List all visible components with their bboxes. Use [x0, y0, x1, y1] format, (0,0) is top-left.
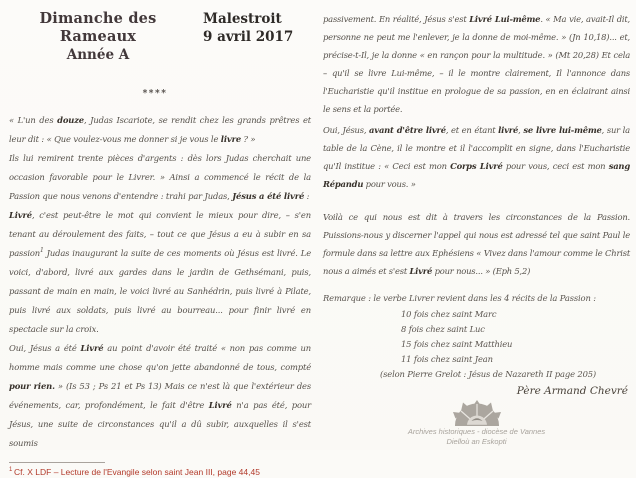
remark-item-luc: 8 fois chez saint Luc	[401, 324, 485, 334]
left-column-text	[9, 111, 311, 453]
sunrise-stamp-icon	[451, 400, 503, 426]
section-separator-stars: ****	[142, 89, 168, 99]
page-left	[9, 10, 311, 478]
doc-year: Année A	[66, 47, 130, 63]
doc-title: Dimanche des Rameaux	[39, 10, 157, 45]
document-header	[9, 10, 311, 64]
betrayal-paragraph: Ils lui remirent trente pièces d'argents : dès lors Judas cherchait une occasion favorable pour le Livrer. » Ainsi a commencé le récit de la Passion que nous venons d'entendre : trahi par Judas, Jésus a été livré :	[9, 153, 311, 201]
place-block	[203, 10, 293, 46]
remark-heading: Remarque : le verbe Livrer revient dans les 4 récits de la Passion :	[323, 293, 596, 303]
stamp-text-breton: Dielloù an Eskopti	[446, 437, 507, 446]
remark-block	[323, 290, 630, 382]
livre-paragraph: Livré, c'est peut-être le mot qui convient le mieux pour dire, – s'en tenant au déroulement des faits, – tout ce que Jésus a eu à subir en sa passion$^1$ Judas inaugurant la suite de ces moments où Jésus est livré. Le voici, d'abord, livré aux gardes dans le jardin de Gethsémani, puis, passant de main en main, le voici livré au Sanhédrin, puis livré à Pilate, puis livré aux soldats, puis livré au bourreau... pour finir livré en spectacle sur la croix.	[9, 210, 311, 334]
title-block	[19, 10, 177, 64]
footnote-divider	[9, 462, 105, 463]
treated-paragraph: Oui, Jésus a été Livré au point d'avoir été traité « non pas comme un homme mais comme une chose qu'on jette abandonné de tous, compté pour rien. » (Is 53 ; Ps 21 et Ps 13) Mais ce n'est là que l'extérieur des événements, car, profondément, le fait d'être Livré n'a pas été, pour Jésus, une suite de circonstances qu'il a dû subir, auxquelles il s'est soumis	[9, 343, 311, 448]
stamp-text-french: Archives historiques - diocèse de Vannes	[407, 427, 546, 436]
remark-item-jean: 11 fois chez saint Jean	[401, 354, 493, 364]
page-right	[323, 10, 630, 447]
remark-item-marc: 10 fois chez saint Marc	[401, 309, 497, 319]
author-signature: Père Armand Chevré	[516, 385, 628, 397]
place-name: Malestroit	[203, 11, 282, 27]
eucharist-paragraph: Oui, Jésus, avant d'être livré, et en étant livré, se livre lui-même, sur la table de la Cène, il le montre et il l'accomplit en signe, dans l'Eucharistie qu'Il institue : « Ceci est mon Corps Livré pour vous, ceci est mon sang Répandu pour vous. »	[323, 125, 630, 189]
appeal-paragraph: Voilà ce qui nous est dit à travers les circonstances de la Passion. Puissions-nous y discerner l'appel qui nous est adressé tel que saint Paul le formule dans sa lettre aux Ephésiens « Vivez dans l'amour comme le Christ nous a aimés et s'est Livré pour nous... » (Eph 5,2)	[323, 212, 630, 276]
right-column-text	[323, 10, 630, 280]
quote-paragraph: « L'un des douze, Judas Iscariote, se rendit chez les grands prêtres et leur dit : « Que voulez-vous me donner si je vous le livre ? »	[9, 115, 311, 144]
footnote: $^1$ Cf. X LDF – Lecture de l'Evangile selon saint Jean III, page 44,45	[9, 467, 260, 477]
remark-item-matthieu: 15 fois chez saint Matthieu	[401, 339, 513, 349]
archive-stamp	[323, 400, 630, 447]
footnote-area	[9, 462, 311, 478]
remark-source: (selon Pierre Grelot : Jésus de Nazareth II page 205)	[380, 369, 597, 379]
self-given-paragraph: passivement. En réalité, Jésus s'est Livré Lui-même. « Ma vie, avait-Il dit, personne ne peut me l'enlever, je la donne de moi-même. » (Jn 10,18)... et, précise-t-Il, je la donne « en rançon pour la multitude. » (Mt 20,28) Et cela – qu'il se livre Lui-même, – il le montre clairement, Il l'annonce dans l'Eucharistie qu'il institue en prologue de sa passion, en en éclairant ainsi le sens et la portée.	[323, 14, 631, 114]
doc-date: 9 avril 2017	[203, 29, 294, 45]
